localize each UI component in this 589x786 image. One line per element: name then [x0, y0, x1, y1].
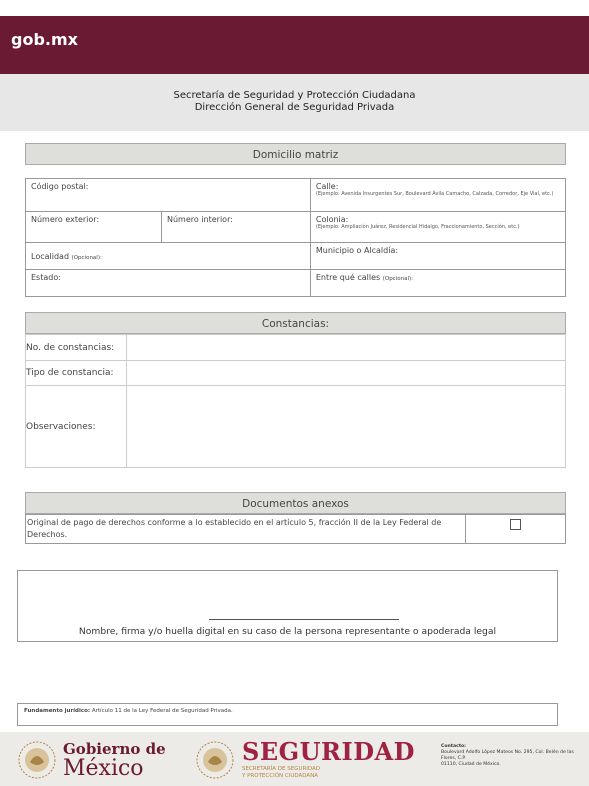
localidad-optional: (Opcional):: [71, 254, 102, 261]
domicilio-section: [25, 143, 566, 297]
gob-mx-logo[interactable]: gob.mx: [11, 30, 78, 49]
colonia-field[interactable]: [310, 212, 565, 243]
footer: [0, 732, 589, 786]
estado-label: Estado:: [31, 273, 61, 282]
seguridad-sub2: Y PROTECCIÓN CIUDADANA: [242, 772, 319, 779]
contact-info: [441, 744, 581, 768]
gobierno-line1: Gobierno de: [63, 740, 166, 758]
constancias-row-label: No. de constancias:: [26, 335, 127, 361]
header-secretaria: Secretaría de Seguridad y Protección Ciudadana: [173, 90, 416, 101]
gobierno-line2: México: [63, 756, 144, 781]
top-bar: [0, 16, 589, 74]
seguridad-sub1: SECRETARÍA DE SEGURIDAD: [242, 766, 321, 772]
documentos-table: [25, 514, 566, 544]
numero-exterior-label: Número exterior:: [31, 215, 100, 224]
entre-calles-optional: (Opcional):: [382, 276, 413, 282]
localidad-field[interactable]: [26, 243, 311, 270]
numero-interior-label: Número interior:: [167, 215, 233, 224]
calle-hint: (Ejemplo: Avenida Insurgentes Sur, Boulevard Ávila Camacho, Calzada, Corredor, Eje Vial, etc.): [315, 191, 554, 197]
documentos-title: Documentos anexos: [25, 492, 566, 514]
constancias-title: Constancias:: [25, 312, 566, 334]
estado-field[interactable]: [26, 270, 311, 297]
seguridad-logo[interactable]: [242, 738, 415, 779]
no-constancias-input[interactable]: [127, 335, 566, 361]
fundamento-label: Fundamento jurídico:: [24, 708, 91, 714]
tipo-constancia-input[interactable]: [127, 361, 566, 386]
seguridad-title: SEGURIDAD: [242, 737, 415, 766]
page-header: [0, 74, 589, 131]
calle-field[interactable]: [310, 179, 565, 212]
entre-calles-label: Entre qué calles: [315, 273, 381, 282]
contact-title: Contacto:: [441, 744, 467, 749]
signature-line: [209, 619, 399, 620]
gobierno-logo[interactable]: [63, 741, 166, 781]
signature-label: Nombre, firma y/o huella digital en su caso de la persona representante o apoderada legal: [78, 626, 497, 637]
documentos-section: [25, 492, 566, 544]
numero-interior-field[interactable]: [162, 212, 311, 243]
municipio-label: Municipio o Alcaldía:: [315, 246, 399, 255]
fundamento-box: [17, 703, 558, 726]
contact-line1: Boulevard Adolfo López Mateos No. 295, Col. Belén de las Flores, C.P.: [441, 750, 574, 761]
colonia-label: Colonia:: [315, 215, 349, 224]
codigo-postal-field[interactable]: [26, 179, 311, 212]
entre-calles-field[interactable]: [310, 270, 565, 297]
codigo-postal-label: Código postal:: [31, 182, 89, 191]
escudo-seguridad-icon: [194, 740, 236, 780]
numero-exterior-field[interactable]: [26, 212, 162, 243]
documento-checkbox[interactable]: [510, 519, 521, 530]
fundamento-text: Artículo 11 de la Ley Federal de Seguridad Privada.: [91, 708, 233, 714]
domicilio-title: Domicilio matriz: [25, 143, 566, 165]
escudo-icon: [16, 740, 58, 780]
colonia-hint: (Ejemplo: Ampliación Juárez, Residencial Hidalgo, Fraccionamiento, Sección, etc.): [315, 224, 520, 230]
constancias-row-label: Observaciones:: [26, 386, 127, 468]
municipio-field[interactable]: [310, 243, 565, 270]
constancias-table: [25, 334, 566, 468]
constancias-section: [25, 312, 566, 468]
observaciones-input[interactable]: [127, 386, 566, 468]
documento-item-label: Original de pago de derechos conforme a lo establecido en el artículo 5, fracción II de la Ley Federal de Derechos.: [26, 515, 466, 544]
contact-line2: 01110, Ciudad de México.: [441, 762, 501, 767]
header-direccion: Dirección General de Seguridad Privada: [194, 102, 395, 113]
documento-checkbox-cell: [466, 515, 566, 544]
domicilio-table: [25, 178, 566, 297]
localidad-label: Localidad: [31, 251, 70, 261]
calle-label: Calle:: [315, 182, 339, 191]
signature-box[interactable]: [17, 570, 558, 642]
constancias-row-label: Tipo de constancia:: [26, 361, 127, 386]
